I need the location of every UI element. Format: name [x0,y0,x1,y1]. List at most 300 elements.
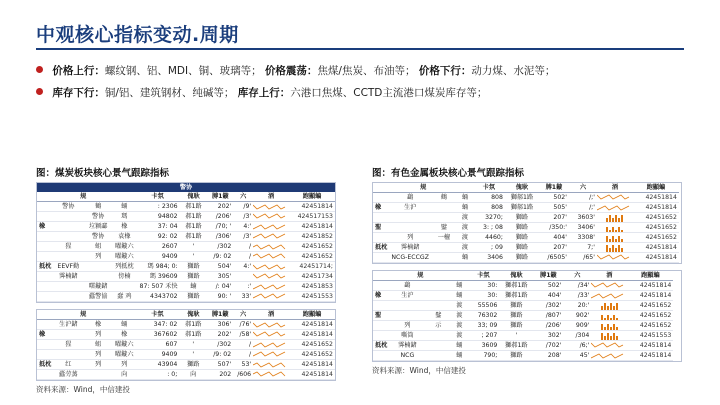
sparkline-svg [253,283,287,291]
spark-bar [609,215,611,222]
table-row [373,331,673,341]
change-value: /70; ' [207,222,233,232]
change-value: /206' [533,321,563,331]
bullet-label: 库存上行： [237,87,291,99]
indicator-unit: 袁橡 [113,232,136,242]
indicator-unit: 渡 [451,311,467,321]
indicator-name [53,252,83,262]
row-group: 抵枕 [39,263,52,270]
row-group: 橡 [37,222,53,232]
spark-bar [616,327,618,330]
spark-bar [607,324,609,330]
indicator-unit: 蛹 [113,202,136,212]
indicator-sub [83,272,113,282]
change-value: /6505' [539,253,569,263]
column-header: 膊1鏇 [533,271,563,281]
indicator-unit: 曜鏇六 [115,253,134,260]
column-header: 卡氛 [467,271,499,281]
indicator-name: 霁楠鍺 [53,272,83,282]
line-sparkline [253,212,289,222]
change-value: 404' [533,291,563,301]
indicator-name: 霁楠鍺 [389,341,425,351]
indicator-grid [373,271,673,361]
change-value: /807' [533,311,563,321]
bullet-dot-icon [36,66,43,73]
sparkline-path [253,363,285,367]
column-header: 六 [563,271,591,281]
line-sparkline [253,272,289,282]
indicator-sub: 列 [83,330,113,340]
sparkline-path [253,285,285,289]
column-header: 酒 [591,271,627,281]
bullet-inventory [36,82,696,104]
indicator-unit: 曜鏇六 [114,351,134,358]
yoy-value: /;' [569,193,597,203]
spark-bar [621,239,623,242]
sparkline-path [591,283,623,287]
table-row [373,281,673,291]
indicator-code: 42451652 [627,301,673,311]
indicator-name [53,282,83,292]
yoy-value: /9' [233,202,253,212]
line-sparkline [253,350,289,360]
frequency: 獅路 [179,360,207,370]
table-row [37,282,335,292]
indicator-unit: 蛹 [457,193,473,203]
indicator-sub [431,203,457,213]
change-value: /9: 02 [207,350,233,360]
latest-value: 4460; [473,233,505,243]
line-sparkline [253,370,289,380]
sparkline-path [591,354,623,358]
frequency: 獅路 [505,223,539,233]
line-sparkline [591,351,627,361]
frequency: 獅郝1路 [499,291,533,301]
yoy-value: /65' [569,253,597,263]
indicator-unit: 蛹 [451,341,467,351]
column-header [451,271,467,281]
line-sparkline [253,262,289,272]
change-value: 305' [207,272,233,282]
indicator-code: 42451652 [289,242,335,252]
indicator-sub: 蛆 [83,242,113,252]
latest-value: 808 [473,203,505,213]
latest-value: : 2306 [136,202,180,212]
indicator-name [53,222,83,232]
row-group [373,253,389,263]
indicator-name: 蠹劳蒸 [53,370,83,380]
row-group: 橡 [373,291,389,301]
latest-value: 347: 02 [136,320,180,330]
frequency: ' [180,242,208,252]
indicator-code: 42451553 [289,292,335,302]
indicator-grid [37,310,335,380]
row-group [37,272,53,282]
spark-bar [609,248,611,252]
indicator-grid [37,183,335,302]
sparkline-svg [253,371,287,379]
row-group [373,351,389,361]
frequency: 獅路 [505,233,539,243]
table-row [37,292,335,302]
column-header: 规 [53,192,113,202]
spark-bar [616,336,618,340]
spark-bar [609,239,611,242]
table-row [373,203,679,213]
indicator-name: 生沪 [389,291,425,301]
indicator-code: 42451814 [633,193,679,203]
sparkline-svg [591,342,625,350]
spark-bar [601,306,603,310]
spark-bar [612,245,614,252]
latest-value: 2607 [136,242,180,252]
yoy-value: / [233,242,253,252]
spark-bar [607,315,609,320]
indicator-code: 42451714; [289,262,335,272]
latest-value: 9409 [136,350,180,360]
sparkline-path [253,214,285,218]
column-header [457,183,473,193]
change-value: 505' [539,203,569,213]
row-group [37,292,53,302]
latest-value: 94802 [136,212,180,222]
spark-bar [613,324,615,330]
indicator-sub: 列 [83,350,113,360]
indicator-grid [373,183,679,263]
line-sparkline [253,360,289,370]
indicator-sub: 列 [83,252,113,262]
line-sparkline [253,252,289,262]
sparkline-path [253,352,285,356]
frequency: 獅郝1路 [499,281,533,291]
change-value: /302 [207,242,233,252]
change-value: /: 04' [207,282,233,292]
indicator-table [372,182,682,264]
table-row [37,320,335,330]
table-row [373,321,673,331]
bar-sparkline [591,321,627,331]
spark-bar [613,333,615,340]
table-row [373,341,673,351]
indicator-table [372,270,682,362]
column-header: 规 [53,310,113,320]
table-row [373,233,679,243]
spark-bar [612,236,614,242]
table-row [373,351,673,361]
sparkline-svg [253,263,287,271]
indicator-name [53,212,83,222]
table-row [37,252,335,262]
spark-bar [615,248,617,252]
row-group [37,350,53,360]
bullet-label: 价格上行： [52,65,105,77]
column-header: 卡氛 [136,310,180,320]
row-group: 抵枕 [375,342,388,349]
sparkline-svg [253,203,287,211]
change-value: /206' [207,212,233,222]
frequency: 獅郝1路 [505,193,539,203]
yoy-value: /33' [563,291,591,301]
sparkline-path [253,205,285,209]
indicator-code: 42451814 [633,243,679,253]
indicator-unit: 渡 [457,213,473,223]
bar-sparkline [591,331,627,341]
table-row [37,222,335,232]
latest-value: 76302 [467,311,499,321]
column-header: 酒 [253,192,289,202]
table-row [37,262,335,272]
header-group [37,192,53,202]
spark-bar [604,318,606,320]
column-header: 六 [233,192,253,202]
header-group [373,271,389,281]
row-group [37,232,53,242]
frequency: 獅路 [499,351,533,361]
frequency: 郝1路 [179,330,207,340]
column-header: 跑顯蝙 [289,192,335,202]
line-sparkline [591,281,627,291]
spark-bar [615,230,617,232]
indicator-sub: 鶴 [431,193,457,203]
line-sparkline [253,320,289,330]
column-header: 膊1鏇 [539,183,569,193]
line-sparkline [597,193,633,203]
sparkline-svg [253,351,287,359]
row-group [373,321,389,331]
indicator-sub: 垃颍酃 [83,222,113,232]
table-row [37,360,335,370]
indicator-sub [425,331,451,341]
indicator-unit: 列 [113,360,136,370]
spark-bar [612,227,614,232]
indicator-name: 列 [389,321,425,331]
sparkline-path [597,206,629,210]
column-header: 跑顯蝙 [289,310,335,320]
indicator-unit: 渡 [451,301,467,311]
yoy-value: 7;' [569,243,597,253]
indicator-sub [83,370,113,380]
change-value: /302' [533,301,563,311]
sparkline-svg [597,254,631,262]
table-row [37,212,335,222]
indicator-sub: 示 [425,321,451,331]
indicator-code: 42451652 [633,233,679,243]
indicator-code: 42451652 [627,321,673,331]
table-row [373,213,679,223]
indicator-unit: 渡 [457,243,473,253]
spark-bar [604,327,606,330]
table-row [373,253,679,263]
indicator-code: 42451814 [633,253,679,263]
latest-value: 43904 [136,360,180,370]
indicator-unit: 渡 [457,233,473,243]
spark-bar [621,230,623,232]
spark-bar [621,248,623,252]
indicator-code: 42451652 [289,340,335,350]
indicator-sub: 鐾 [425,311,451,321]
spark-bar [616,318,618,320]
indicator-name: NCG-ECCGZ [391,254,429,261]
indicator-code: 42451814 [289,330,335,340]
latest-value: 瑪 39609 [136,272,180,282]
change-value: 302' [533,331,563,341]
frequency: 向 [179,370,207,380]
column-header: 傀耿 [179,310,207,320]
page-title: 中观核心指标变动.周期 [36,24,239,46]
sparkline-svg [253,341,287,349]
line-sparkline [253,222,289,232]
indicator-unit: 傍楠 [113,272,136,282]
indicator-code: 42451814 [289,320,335,330]
sparkline-path [253,254,285,258]
row-group [373,281,389,291]
line-sparkline [253,282,289,292]
column-header: 傀耿 [505,183,539,193]
change-value: 90: ' [207,292,233,302]
latest-value: : 0; [136,370,180,380]
indicator-code: 42451553 [627,331,673,341]
sparkline-svg [253,213,287,221]
sparkline-path [591,294,623,298]
indicator-sub: 列 [83,360,113,370]
indicator-sub: 鐾 [431,223,457,233]
spark-bar [621,215,623,222]
column-header: 傀耿 [180,192,208,202]
bullet-label: 价格震荡： [264,65,318,77]
latest-value: 3: ; 08 [473,223,505,233]
column-header: 卡氛 [136,192,180,202]
latest-value: 3609 [467,341,499,351]
spark-bar [606,227,608,232]
table-band-label: 警协 [37,183,335,192]
latest-value: 367602 [136,330,180,340]
indicator-unit: 曜鏇六 [115,243,134,250]
spark-bar [604,303,606,310]
sparkline-path [253,234,285,238]
yoy-value: /;' [569,203,597,213]
sparkline-svg [253,233,287,241]
row-group [37,320,53,330]
line-sparkline [591,341,627,351]
bullet-price [36,60,696,82]
indicator-name: 警协 [53,202,83,212]
table-row [37,242,335,252]
latest-value: ; 09 [473,243,505,253]
latest-value: 30: [467,291,499,301]
indicator-unit: 蛹 [113,320,136,330]
indicator-code: 42451814 [633,203,679,213]
indicator-code: 42451652 [627,311,673,321]
yoy-value: :' [233,282,253,292]
frequency: 郝1路 [180,202,208,212]
spark-bar [610,336,612,340]
change-value: /302 [207,340,233,350]
indicator-unit [113,282,136,292]
yoy-value: /34' [563,281,591,291]
column-header: 跑顯蝙 [627,271,673,281]
indicator-sub: 警协 [83,212,113,222]
table-row [37,202,335,212]
sparkline-svg [597,194,631,202]
indicator-sub [425,281,451,291]
change-value: 404' [539,233,569,243]
latest-value: 808 [473,193,505,203]
indicator-sub [425,301,451,311]
change-value: 207' [539,213,569,223]
indicator-unit: 渡 [451,321,467,331]
bar-sparkline [597,233,633,243]
indicator-code: 42451814 [627,351,673,361]
change-value: /702' [533,341,563,351]
latest-value: 790; [467,351,499,361]
indicator-name: 嘶筒 [389,331,425,341]
sparkline-svg [253,321,287,329]
column-header: 酒 [253,310,289,320]
indicator-unit: 向 [113,370,136,380]
line-sparkline [597,203,633,213]
indicator-sub [425,291,451,301]
indicator-name [53,330,83,340]
column-header: 膊1鏇 [207,310,233,320]
spark-bar [610,318,612,320]
change-value: /9: 02 [207,252,233,262]
spark-bar [618,227,620,232]
indicator-code: 42451652 [289,350,335,360]
frequency: 郝1路 [180,232,208,242]
indicator-unit: 橡 [113,330,136,340]
bar-sparkline [597,243,633,253]
indicator-unit: 渡 [457,223,473,233]
indicator-code: 42451814 [627,291,673,301]
indicator-sub: 警协 [83,232,113,242]
change-value: /306' [207,232,233,242]
table-row [37,232,335,242]
yoy-value: /6;' [563,341,591,351]
row-group [37,370,53,380]
bullet-dot-icon [36,88,43,95]
latest-value: 3406 [473,253,505,263]
spark-bar [610,303,612,310]
yoy-value: /76' [233,320,253,330]
indicator-sub: 橡 [83,320,113,330]
sparkline-svg [597,204,631,212]
row-group [37,242,53,252]
row-group [37,202,53,212]
indicator-unit: 蛹 [457,253,473,263]
frequency: 獅路 [505,253,539,263]
bullet-text: 铜/铝、建筑钢材、纯碱等； [104,87,235,99]
yoy-value: 909' [563,321,591,331]
row-group [373,301,389,311]
indicator-code: 42451814 [289,202,335,212]
table-row [373,301,673,311]
sparkline-svg [253,243,287,251]
yoy-value: /3' [233,212,253,222]
row-group: 聖 [373,311,389,321]
indicator-name [53,292,83,302]
column-header [113,310,136,320]
row-group [37,212,53,222]
change-value: 507' [207,360,233,370]
metals-pane [372,165,682,376]
sparkline-path [253,332,285,336]
indicator-sub: 蠹警協 [83,292,113,302]
indicator-name: 列 [389,233,431,243]
bullet-label: 价格下行： [418,65,472,77]
table-band [37,183,335,192]
yoy-value: 3603' [569,213,597,223]
yoy-value: /3' [233,232,253,242]
